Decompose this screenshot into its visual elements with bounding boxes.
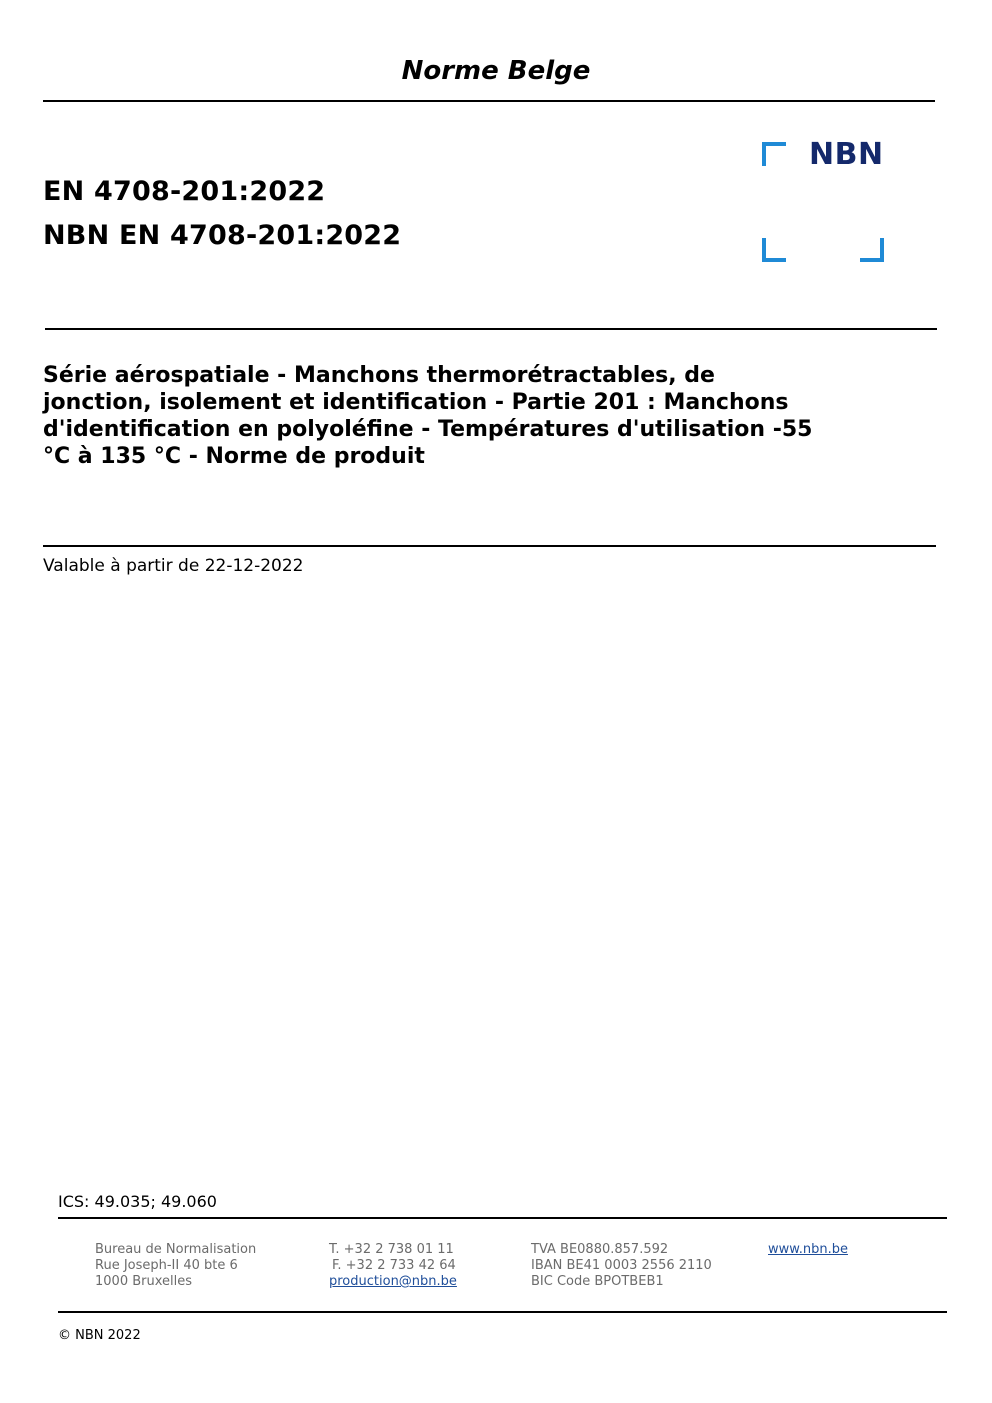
- footer-contact: [329, 1242, 457, 1290]
- footer-address: [95, 1242, 256, 1290]
- code-divider: [45, 328, 937, 330]
- phone-number: T. +32 2 738 01 11: [329, 1242, 454, 1257]
- validity-date: Valable à partir de 22-12-2022: [43, 556, 304, 576]
- fax-number: F. +32 2 733 42 64: [332, 1258, 456, 1273]
- logo-bracket-bottom-right: [860, 238, 884, 262]
- email-link[interactable]: production@nbn.be: [329, 1274, 457, 1289]
- footer-bottom-divider: [58, 1311, 947, 1313]
- title-divider: [43, 545, 936, 547]
- iban-number: IBAN BE41 0003 2556 2110: [531, 1258, 712, 1273]
- logo-bracket-bottom-left: [762, 238, 786, 262]
- standard-code-en: EN 4708-201:2022: [43, 176, 326, 207]
- footer-bank: [531, 1242, 712, 1290]
- title-line: jonction, isolement et identification - Partie 201 : Manchons: [43, 390, 789, 415]
- title-line: d'identification en polyoléfine - Températures d'utilisation -55: [43, 417, 813, 442]
- footer-top-divider: [58, 1217, 947, 1219]
- address-line: Rue Joseph-II 40 bte 6: [95, 1258, 238, 1273]
- website-link[interactable]: www.nbn.be: [768, 1242, 848, 1257]
- address-line: Bureau de Normalisation: [95, 1242, 257, 1257]
- tva-number: TVA BE0880.857.592: [531, 1242, 669, 1257]
- standard-code-nbn: NBN EN 4708-201:2022: [43, 220, 402, 251]
- document-type-title: Norme Belge: [401, 56, 591, 86]
- logo-text: NBN: [809, 137, 884, 172]
- standard-title: [43, 362, 903, 470]
- ics-codes: ICS: 49.035; 49.060: [58, 1192, 217, 1211]
- bic-code: BIC Code BPOTBEB1: [531, 1274, 664, 1289]
- title-line: Série aérospatiale - Manchons thermorétractables, de: [43, 363, 715, 388]
- title-line: °C à 135 °C - Norme de produit: [43, 444, 425, 469]
- footer-web: [768, 1242, 848, 1258]
- header-divider: [43, 100, 935, 102]
- logo-bracket-top-left: [762, 142, 786, 166]
- copyright-notice: © NBN 2022: [58, 1328, 141, 1343]
- address-line: 1000 Bruxelles: [95, 1274, 193, 1289]
